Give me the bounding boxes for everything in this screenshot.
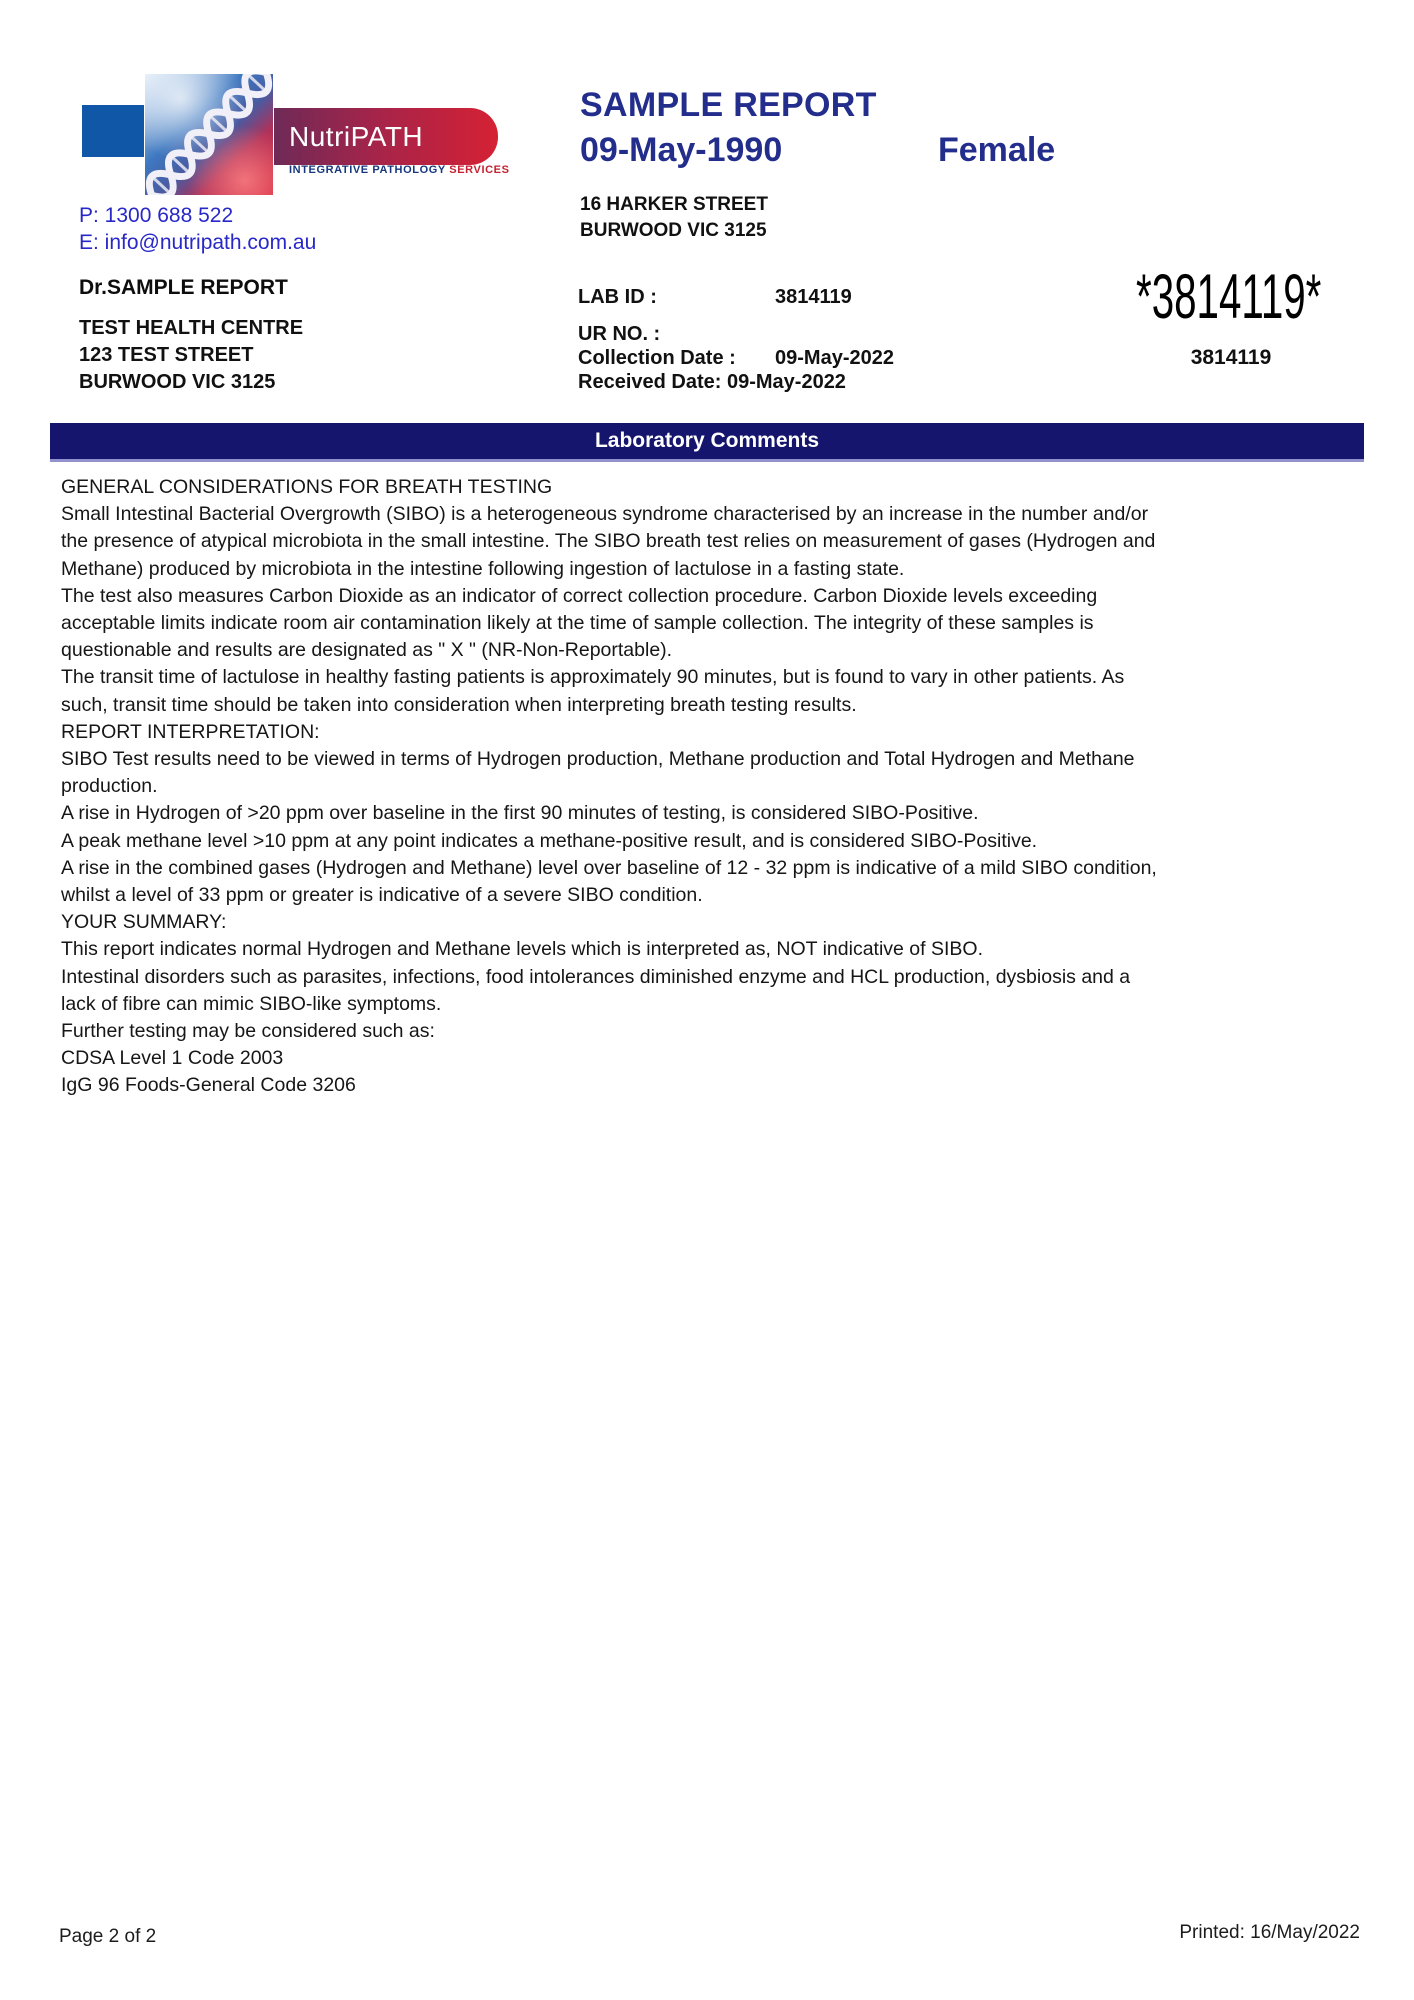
comments-line: Methane) produced by microbiota in the intestine following ingestion of lactulose in a fasting state. [61,557,905,580]
lab-id-row [578,286,852,309]
contact-email: E: info@nutripath.com.au [79,231,317,254]
comments-line: REPORT INTERPRETATION: [61,720,320,743]
printed-date: Printed: 16/May/2022 [1179,1922,1360,1943]
contact-phone: P: 1300 688 522 [79,204,234,227]
barcode-text: *3814119* [1136,262,1322,332]
comments-line: SIBO Test results need to be viewed in terms of Hydrogen production, Methane production and Total Hydrogen and Methane [61,748,1135,771]
practitioner-suburb: BURWOOD VIC 3125 [79,371,276,393]
lab-id-label: LAB ID : [578,286,657,308]
patient-address-line2: BURWOOD VIC 3125 [580,220,767,241]
received-date-label: Received Date: [578,371,722,393]
collection-date-label: Collection Date : [578,347,736,369]
comments-line: IgG 96 Foods-General Code 3206 [61,1074,356,1097]
comments-line: The test also measures Carbon Dioxide as an indicator of correct collection procedure. Carbon Dioxide levels exceeding [61,584,1098,607]
comments-line: A rise in the combined gases (Hydrogen and Methane) level over baseline of 12 - 32 ppm is indicative of a mild SIBO condition, [61,856,1157,879]
patient-dob: 09-May-1990 [580,131,783,169]
tagline-primary: INTEGRATIVE PATHOLOGY [289,164,446,176]
comments-line: CDSA Level 1 Code 2003 [61,1047,284,1070]
received-date-value: 09-May-2022 [726,371,846,393]
comments-line: Intestinal disorders such as parasites, infections, food intolerances diminished enzyme and HCL production, dysbiosis and a [61,965,1131,988]
dna-helix-graphic [145,74,273,195]
comments-line: acceptable limits indicate room air contamination likely at the time of sample collection. The integrity of these samples is [61,612,1094,635]
ur-no-label: UR NO. : [578,323,661,345]
lab-id-value: 3814119 [775,286,852,308]
comments-line: This report indicates normal Hydrogen and Methane levels which is interpreted as, NOT indicative of SIBO. [61,938,983,961]
comments-line: A peak methane level >10 ppm at any point indicates a methane-positive result, and is considered SIBO-Positive. [61,829,1038,852]
collection-date-value: 09-May-2022 [775,347,894,369]
comments-line: whilst a level of 33 ppm or greater is indicative of a severe SIBO condition. [61,884,703,907]
comments-line: GENERAL CONSIDERATIONS FOR BREATH TESTING [61,476,553,498]
brand-tagline [289,164,510,176]
collection-date-row [578,347,894,370]
comments-line: Further testing may be considered such as: [61,1020,435,1043]
logo-blue-square [82,105,144,157]
brand-name: NutriPATH [289,121,424,152]
comments-line: lack of fibre can mimic SIBO-like symptoms. [61,992,442,1015]
patient-address-line1: 16 HARKER STREET [580,194,768,215]
comments-line: the presence of atypical microbiota in the small intestine. The SIBO breath test relies on measurement of gases (Hydrogen and [61,530,1156,553]
tagline-secondary: SERVICES [449,164,510,176]
practitioner-name: Dr.SAMPLE REPORT [79,276,288,299]
practitioner-clinic: TEST HEALTH CENTRE [79,317,304,339]
page-number: Page 2 of 2 [59,1926,157,1947]
received-date-row [578,371,846,394]
comments-line: production. [61,775,158,798]
barcode-number: 3814119 [1190,346,1272,369]
dna-helix-icon [145,74,273,195]
comments-line: YOUR SUMMARY: [61,911,227,934]
patient-sex: Female [938,131,1056,169]
section-title: Laboratory Comments [594,429,820,452]
report-title: SAMPLE REPORT [580,86,877,124]
practitioner-street: 123 TEST STREET [79,344,254,366]
ur-no-row [578,323,775,346]
contact-block [79,202,316,256]
comments-line: A rise in Hydrogen of >20 ppm over baseline in the first 90 minutes of testing, is considered SIBO-Positive. [61,802,979,825]
brand-banner [274,108,498,165]
comments-line: The transit time of lactulose in healthy fasting patients is approximately 90 minutes, but is found to vary in other patients. As [61,666,1125,689]
comments-line: questionable and results are designated as " X " (NR-Non-Reportable). [61,639,673,662]
section-header-laboratory-comments [50,423,1364,462]
laboratory-comments-body [61,474,1377,1100]
comments-line: Small Intestinal Bacterial Overgrowth (SIBO) is a heterogeneous syndrome characterised by an increase in the number and/or [61,503,1149,526]
comments-line: such, transit time should be taken into consideration when interpreting breath testing results. [61,693,857,716]
